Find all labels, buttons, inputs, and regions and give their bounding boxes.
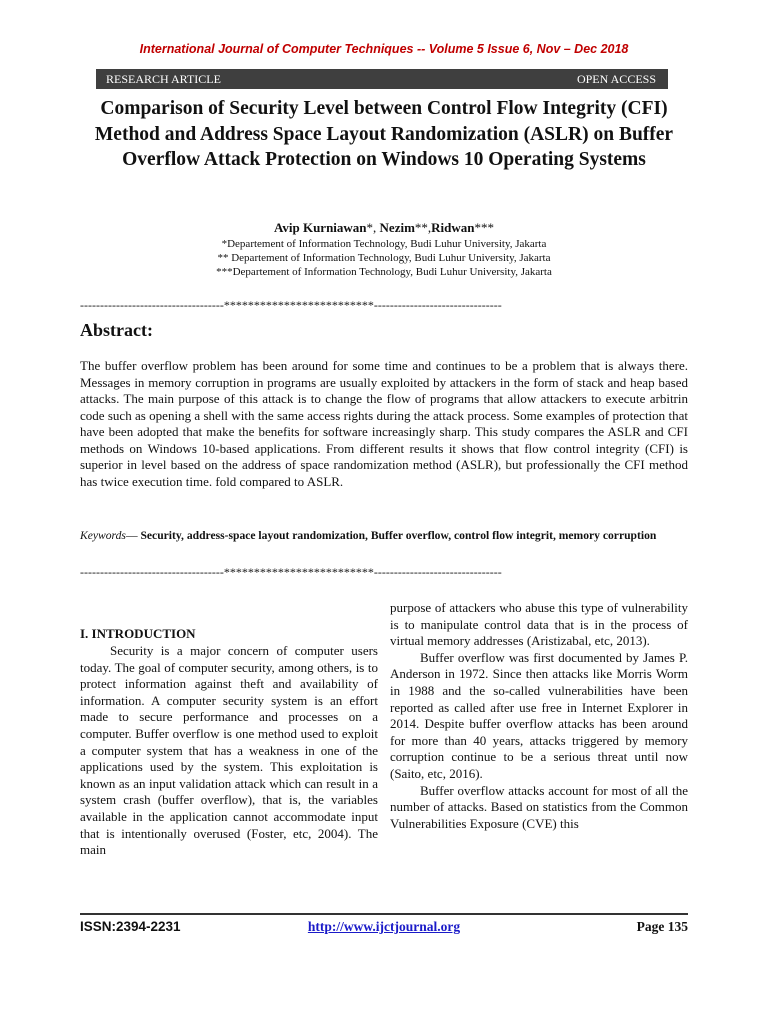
intro-paragraph-4: Buffer overflow attacks account for most of all the number of attacks. Based on statistics from the Common Vulnerabilities Exposure (CVE) this [390, 782, 688, 831]
right-column [390, 600, 688, 832]
abstract-heading: Abstract: [80, 320, 153, 340]
keywords [80, 528, 688, 544]
keywords-dash: — [125, 529, 141, 542]
keywords-text: Security, address-space layout randomization, Buffer overflow, control flow integrit, memory corruption [140, 529, 657, 542]
author-1-mark: *, [366, 220, 380, 235]
affiliation-1: *Departement of Information Technology, Budi Luhur University, Jakarta [221, 238, 547, 250]
issn: ISSN:2394-2231 [80, 919, 181, 934]
intro-paragraph-2: purpose of attackers who abuse this type of vulnerability is to manipulate control data that is in the process of virtual memory addresses (Aristizabal, etc, 2013). [390, 600, 688, 649]
author-2-mark: **, [414, 220, 432, 235]
affiliation-2: ** Departement of Information Technology, Budi Luhur University, Jakarta [217, 252, 551, 264]
footer-rule [80, 913, 688, 915]
article-type-band [96, 69, 668, 89]
paper-title: Comparison of Security Level between Control Flow Integrity (CFI) Method and Address Space Layout Randomization (ASLR) on Buffer Overflow Attack Protection on Windows 10 Operating Systems [94, 98, 674, 170]
abstract-body: The buffer overflow problem has been around for some time and continues to be a problem that is always there. Messages in memory corruption in programs are usually exploited by attackers in the form of stack and heap based attacks. The main purpose of this attack is to change the flow of programs that allow attackers to execute arbitrin code such as opening a shell with the same access rights during the attack process. Some examples of protection that have been adopted that make the benefits for software increasingly sharp. This study compares the ASLR and CFI methods on Windows 10-based applications. From different results it shows that flow control integrity (CFI) is superior in level based on the address of space randomization method (ASLR), but professionally the CFI method has twice execution time. fold compared to ASLR. [80, 358, 688, 489]
author-list [0, 220, 768, 236]
article-type-label: RESEARCH ARTICLE [106, 72, 221, 86]
author-3-mark: *** [474, 220, 495, 235]
open-access-label: OPEN ACCESS [576, 72, 656, 86]
left-column [80, 643, 378, 859]
separator-bottom: ------------------------------------*************************-------------------------------- [80, 565, 502, 579]
section-heading-introduction: I. INTRODUCTION [80, 626, 196, 641]
page-number: Page 135 [636, 919, 688, 934]
intro-paragraph-3: Buffer overflow was first documented by James P. Anderson in 1972. Since then attacks like Morris Worm in 1988 and the so-called vulnerabilities have been reported as called after use free in Internet Explorer in 2014. Despite buffer overflow attacks has been around for more than 40 years, attacks triggered by memory corruption continue to be a serious threat until now (Saito, etc, 2016). [390, 649, 688, 781]
journal-url-link[interactable]: http://www.ijctjournal.org [307, 919, 461, 934]
affiliation-3: ***Departement of Information Technology, Budi Luhur University, Jakarta [216, 266, 552, 278]
author-3: Ridwan [431, 220, 475, 235]
keywords-label: Keywords [80, 529, 126, 542]
author-2: Nezim [379, 220, 415, 235]
separator-top: ------------------------------------*************************-------------------------------- [80, 298, 502, 312]
intro-paragraph-1: Security is a major concern of computer users today. The goal of computer security, among others, is to protect information against theft and availability of information. A computer security system is an effort made to secure performance and processes on a computer. Buffer overflow is one method used to exploit a computer system that has a weakness in one of the applications used by the system. This exploitation is known as an input validation attack which can result in a system crash (buffer overflow), that is, the variables available in the application cannot accommodate input that is intentionally overused (Foster, etc, 2004). The main [80, 643, 378, 858]
journal-header: International Journal of Computer Techniques -- Volume 5 Issue 6, Nov – Dec 2018 [139, 42, 629, 56]
author-1: Avip Kurniawan [273, 220, 367, 235]
